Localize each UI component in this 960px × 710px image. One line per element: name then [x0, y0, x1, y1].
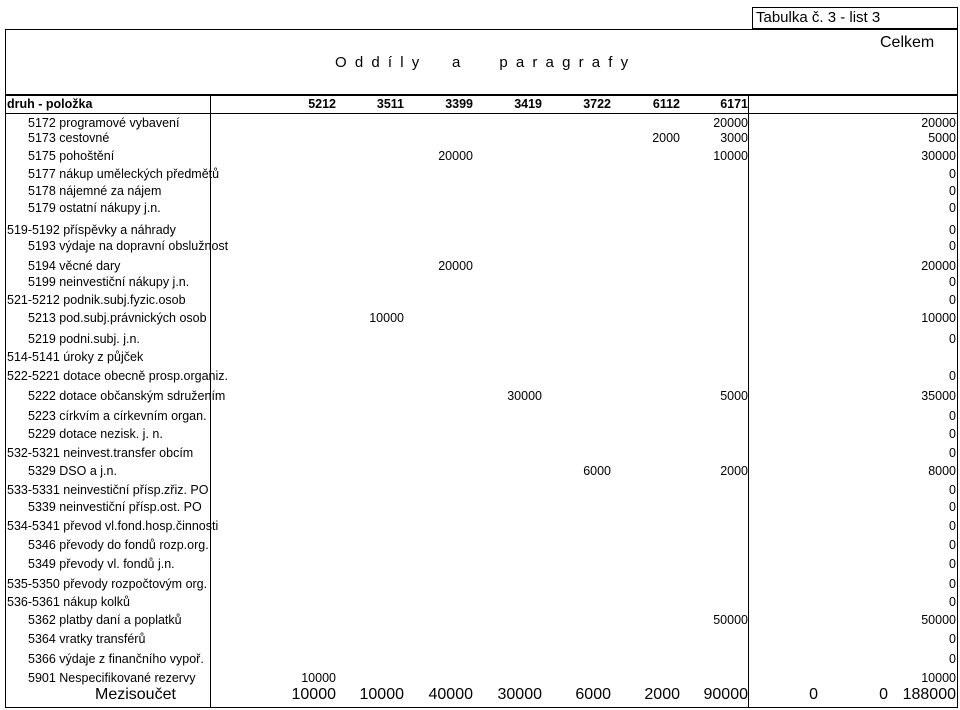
- subtotal-value: 30000: [497, 686, 542, 703]
- row-label: 5219 podni.subj. j.n.: [28, 332, 140, 346]
- row-total: 0: [949, 557, 956, 571]
- cell-value: 3000: [720, 131, 748, 145]
- cell-value: 50000: [713, 613, 748, 627]
- row-label: 521-5212 podnik.subj.fyzic.osob: [7, 293, 186, 307]
- row-total: 0: [949, 483, 956, 497]
- subtotal-value: 0: [879, 686, 888, 703]
- column-header: 5212: [308, 97, 336, 111]
- row-total: 0: [949, 223, 956, 237]
- column-header: 3399: [445, 97, 473, 111]
- cell-value: 10000: [301, 671, 336, 685]
- subtotal-value: 10000: [359, 686, 404, 703]
- row-total: 0: [949, 239, 956, 253]
- row-label: 5175 pohoštění: [28, 149, 115, 163]
- subtotal-value: 2000: [644, 686, 680, 703]
- row-total: 0: [949, 275, 956, 289]
- row-total: 0: [949, 167, 956, 181]
- column-divider: [748, 95, 749, 708]
- row-total: 35000: [921, 389, 956, 403]
- row-total: 0: [949, 369, 956, 383]
- row-total: 0: [949, 632, 956, 646]
- row-total: 20000: [921, 259, 956, 273]
- row-label: 5177 nákup uměleckých předmětů: [28, 167, 220, 181]
- row-label: 5364 vratky transférů: [28, 632, 146, 646]
- column-header: 3511: [376, 97, 404, 111]
- subtotal-value: 6000: [575, 686, 611, 703]
- row-total: 10000: [921, 671, 956, 685]
- row-total: 30000: [921, 149, 956, 163]
- row-label: 5194 věcné dary: [28, 259, 121, 273]
- cell-value: 10000: [369, 311, 404, 325]
- cell-value: 5000: [720, 389, 748, 403]
- row-label: 5366 výdaje z finančního vypoř.: [28, 652, 204, 666]
- row-total: 0: [949, 500, 956, 514]
- cell-value: 10000: [713, 149, 748, 163]
- row-total: 0: [949, 293, 956, 307]
- row-label: 5179 ostatní nákupy j.n.: [28, 201, 161, 215]
- row-total: 5000: [928, 131, 956, 145]
- row-total: 8000: [928, 464, 956, 478]
- cell-value: 20000: [713, 116, 748, 130]
- cell-value: 2000: [652, 131, 680, 145]
- row-total: 0: [949, 184, 956, 198]
- subtotal-label: Mezisoučet: [95, 686, 176, 703]
- row-label: 5222 dotace občanským sdružením: [28, 389, 226, 403]
- row-label: 5173 cestovné: [28, 131, 110, 145]
- row-total: 0: [949, 538, 956, 552]
- row-label: 5362 platby daní a poplatků: [28, 613, 182, 627]
- header-separator: [5, 113, 958, 114]
- row-total: 0: [949, 427, 956, 441]
- row-label: 5346 převody do fondů rozp.org.: [28, 538, 209, 552]
- cell-value: 6000: [583, 464, 611, 478]
- row-total: 10000: [921, 311, 956, 325]
- row-total: 0: [949, 595, 956, 609]
- row-label: 5193 výdaje na dopravní obslužnost: [28, 239, 229, 253]
- column-header: 3722: [583, 97, 611, 111]
- row-total: 0: [949, 519, 956, 533]
- row-label: 5172 programové vybavení: [28, 116, 180, 130]
- row-label: 5223 církvím a církevním organ.: [28, 409, 207, 423]
- row-total: 0: [949, 652, 956, 666]
- subtotal-value: 0: [809, 686, 818, 703]
- row-label: 522-5221 dotace obecně prosp.organiz.: [7, 369, 228, 383]
- row-total: 20000: [921, 116, 956, 130]
- row-label: 5213 pod.subj.právnických osob: [28, 311, 207, 325]
- row-label: 5329 DSO a j.n.: [28, 464, 117, 478]
- row-label: 514-5141 úroky z půjček: [7, 350, 144, 364]
- column-header: 6112: [652, 97, 680, 111]
- row-total: 0: [949, 409, 956, 423]
- row-label: 536-5361 nákup kolků: [7, 595, 131, 609]
- cell-value: 20000: [438, 149, 473, 163]
- subtotal-value: 40000: [428, 686, 473, 703]
- row-label: 519-5192 příspěvky a náhrady: [7, 223, 176, 237]
- row-label: 534-5341 převod vl.fond.hosp.činnosti: [7, 519, 219, 533]
- subtotal-value: 90000: [703, 686, 748, 703]
- row-label: 5349 převody vl. fondů j.n.: [28, 557, 175, 571]
- row-label: 535-5350 převody rozpočtovým org.: [7, 577, 208, 591]
- sections-heading: O d d í l y a p a r a g r a f y: [335, 54, 631, 71]
- celkem-label: Celkem: [880, 34, 935, 51]
- column-header: 3419: [514, 97, 542, 111]
- cell-value: 2000: [720, 464, 748, 478]
- row-total: 0: [949, 332, 956, 346]
- table-tag: Tabulka č. 3 - list 3: [752, 7, 958, 29]
- row-label: 5199 neinvestiční nákupy j.n.: [28, 275, 190, 289]
- row-label: 5178 nájemné za nájem: [28, 184, 162, 198]
- subtotal-value: 10000: [291, 686, 336, 703]
- header-label: druh - položka: [7, 97, 93, 111]
- row-label: 5901 Nespecifikované rezervy: [28, 671, 196, 685]
- row-total: 50000: [921, 613, 956, 627]
- row-total: 0: [949, 201, 956, 215]
- subtotal-total: 188000: [902, 686, 956, 703]
- row-total: 0: [949, 446, 956, 460]
- row-label: 5229 dotace nezisk. j. n.: [28, 427, 163, 441]
- column-header: 6171: [720, 97, 748, 111]
- row-label: 5339 neinvestiční přísp.ost. PO: [28, 500, 202, 514]
- cell-value: 30000: [507, 389, 542, 403]
- row-label: 533-5331 neinvestiční přísp.zřiz. PO: [7, 483, 209, 497]
- row-label: 532-5321 neinvest.transfer obcím: [7, 446, 194, 460]
- row-total: 0: [949, 577, 956, 591]
- cell-value: 20000: [438, 259, 473, 273]
